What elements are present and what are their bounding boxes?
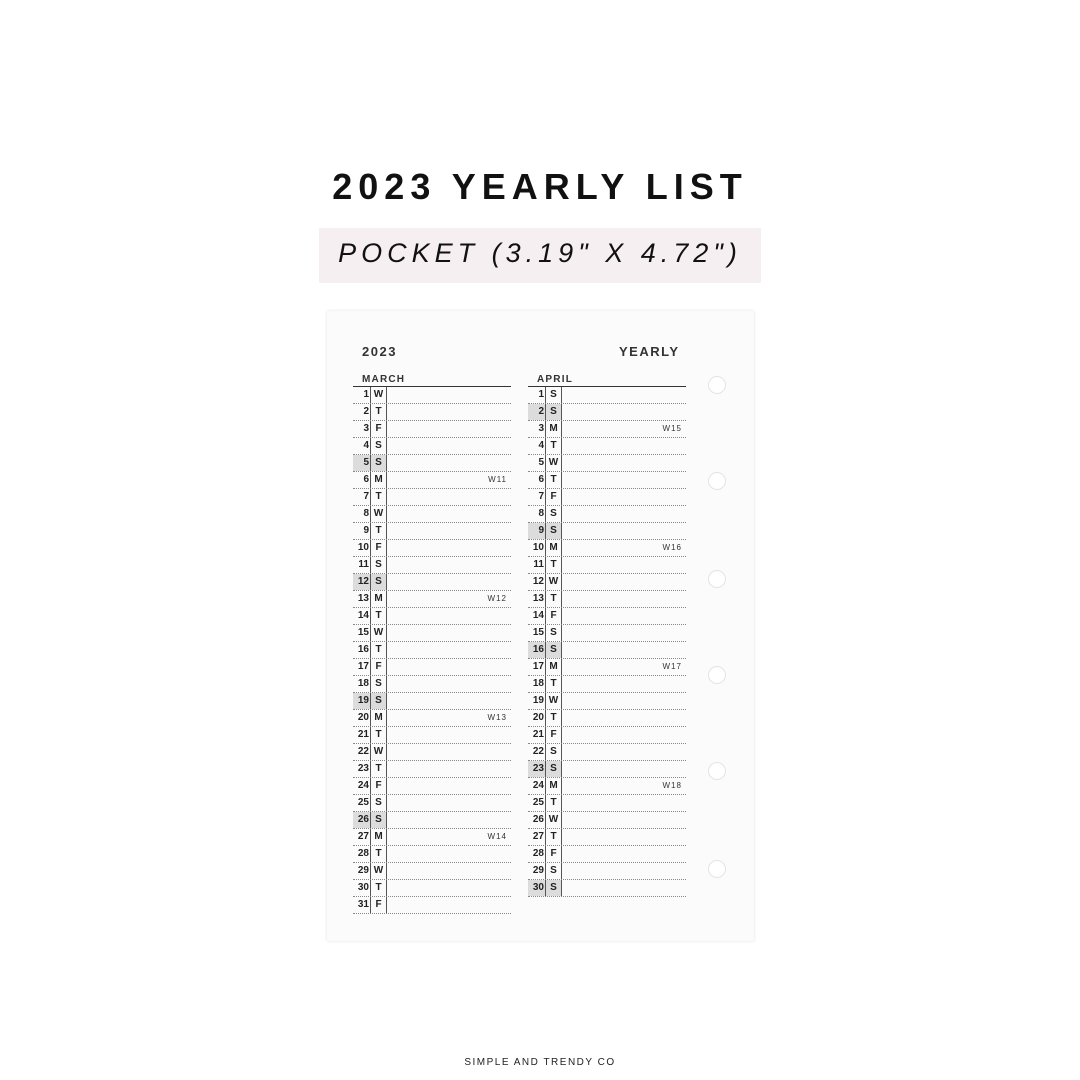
day-number: 24 xyxy=(357,780,369,791)
weekday-letter: W xyxy=(545,574,562,590)
day-number: 3 xyxy=(538,423,544,434)
day-number: 5 xyxy=(353,455,370,471)
page-label: YEARLY xyxy=(619,344,680,359)
day-number: 14 xyxy=(532,610,544,621)
day-number: 11 xyxy=(358,559,369,570)
weekday-letter: M xyxy=(545,659,562,675)
binder-hole xyxy=(708,376,726,394)
day-row xyxy=(353,863,511,880)
day-number: 12 xyxy=(353,574,370,590)
day-row xyxy=(528,506,686,523)
weekday-letter: F xyxy=(545,727,562,743)
day-row xyxy=(353,591,511,608)
weekday-letter: T xyxy=(370,880,387,896)
day-number: 28 xyxy=(357,848,369,859)
weekday-letter: S xyxy=(545,761,562,777)
weekday-letter: S xyxy=(545,880,562,896)
weekday-letter: W xyxy=(545,693,562,709)
weekday-letter: F xyxy=(370,540,387,556)
day-number: 29 xyxy=(357,865,369,876)
weekday-letter: S xyxy=(545,625,562,641)
day-number: 28 xyxy=(532,848,544,859)
day-row xyxy=(353,472,511,489)
day-number: 18 xyxy=(532,678,544,689)
day-row xyxy=(353,710,511,727)
day-row xyxy=(353,540,511,557)
day-number: 7 xyxy=(363,491,369,502)
day-number: 15 xyxy=(357,627,369,638)
weekday-letter: T xyxy=(370,404,387,420)
day-number: 2 xyxy=(363,406,369,417)
day-row xyxy=(353,659,511,676)
day-number: 20 xyxy=(532,712,544,723)
day-number: 27 xyxy=(532,831,544,842)
weekday-letter: M xyxy=(370,472,387,488)
day-row xyxy=(528,846,686,863)
weekday-letter: W xyxy=(370,625,387,641)
day-row xyxy=(353,574,511,591)
day-row xyxy=(528,438,686,455)
month-name: APRIL xyxy=(528,373,686,387)
day-number: 13 xyxy=(532,593,544,604)
weekday-letter: W xyxy=(545,455,562,471)
day-row xyxy=(353,421,511,438)
day-row xyxy=(353,523,511,540)
weekday-letter: W xyxy=(370,744,387,760)
day-number: 25 xyxy=(357,797,369,808)
day-row xyxy=(353,897,511,914)
day-row xyxy=(528,455,686,472)
day-row xyxy=(353,625,511,642)
week-number: W15 xyxy=(662,424,682,433)
weekday-letter: T xyxy=(545,710,562,726)
day-row xyxy=(353,387,511,404)
weekday-letter: T xyxy=(545,438,562,454)
day-row xyxy=(353,506,511,523)
binder-hole xyxy=(708,860,726,878)
day-number: 1 xyxy=(538,389,544,400)
day-row xyxy=(353,608,511,625)
size-subtitle: POCKET (3.19" X 4.72") xyxy=(338,238,742,268)
weekday-letter: T xyxy=(545,829,562,845)
day-number: 11 xyxy=(533,559,544,570)
day-row xyxy=(353,795,511,812)
weekday-letter: F xyxy=(370,421,387,437)
weekday-letter: S xyxy=(370,795,387,811)
day-row xyxy=(528,880,686,897)
weekday-letter: W xyxy=(370,387,387,403)
planner-page xyxy=(327,311,754,941)
binder-hole xyxy=(708,762,726,780)
weekday-letter: S xyxy=(370,455,387,471)
day-row xyxy=(353,778,511,795)
day-row xyxy=(353,744,511,761)
day-row xyxy=(353,761,511,778)
weekday-letter: S xyxy=(370,693,387,709)
day-number: 14 xyxy=(357,610,369,621)
day-number: 4 xyxy=(363,440,369,451)
day-row xyxy=(528,693,686,710)
day-number: 2 xyxy=(528,404,545,420)
weekday-letter: M xyxy=(545,778,562,794)
weekday-letter: F xyxy=(545,489,562,505)
weekday-letter: W xyxy=(370,863,387,879)
brand-footer: SIMPLE AND TRENDY CO xyxy=(464,1057,616,1068)
day-row xyxy=(528,812,686,829)
weekday-letter: S xyxy=(370,812,387,828)
day-row xyxy=(353,557,511,574)
weekday-letter: S xyxy=(370,438,387,454)
day-row xyxy=(353,846,511,863)
week-number: W11 xyxy=(488,475,507,484)
day-row xyxy=(528,710,686,727)
day-number: 23 xyxy=(357,763,369,774)
day-row xyxy=(528,642,686,659)
day-number: 8 xyxy=(363,508,369,519)
day-number: 10 xyxy=(357,542,369,553)
day-number: 13 xyxy=(357,593,369,604)
day-row xyxy=(528,591,686,608)
weekday-letter: S xyxy=(545,744,562,760)
day-row xyxy=(528,761,686,778)
weekday-letter: T xyxy=(370,727,387,743)
weekday-letter: S xyxy=(545,523,562,539)
weekday-letter: W xyxy=(545,812,562,828)
day-number: 25 xyxy=(532,797,544,808)
day-number: 15 xyxy=(532,627,544,638)
day-number: 9 xyxy=(528,523,545,539)
weekday-letter: M xyxy=(370,829,387,845)
weekday-letter: S xyxy=(545,387,562,403)
weekday-letter: W xyxy=(370,506,387,522)
day-number: 17 xyxy=(357,661,369,672)
day-number: 22 xyxy=(532,746,544,757)
day-number: 30 xyxy=(528,880,545,896)
weekday-letter: T xyxy=(370,608,387,624)
weekday-letter: F xyxy=(370,778,387,794)
product-title: 2023 YEARLY LIST xyxy=(332,166,748,207)
weekday-letter: S xyxy=(370,676,387,692)
weekday-letter: T xyxy=(545,795,562,811)
day-number: 4 xyxy=(538,440,544,451)
week-number: W18 xyxy=(662,781,682,790)
day-number: 16 xyxy=(528,642,545,658)
weekday-letter: T xyxy=(370,761,387,777)
day-number: 21 xyxy=(357,729,369,740)
day-number: 1 xyxy=(363,389,369,400)
day-number: 9 xyxy=(363,525,369,536)
week-number: W12 xyxy=(487,594,507,603)
day-row xyxy=(528,727,686,744)
weekday-letter: F xyxy=(545,608,562,624)
day-row xyxy=(528,557,686,574)
day-number: 21 xyxy=(532,729,544,740)
day-number: 31 xyxy=(357,899,369,910)
week-number: W14 xyxy=(487,832,507,841)
day-number: 30 xyxy=(357,882,369,893)
day-row xyxy=(528,795,686,812)
day-number: 3 xyxy=(363,423,369,434)
day-row xyxy=(353,642,511,659)
day-row xyxy=(528,574,686,591)
month-april xyxy=(528,373,686,897)
day-number: 16 xyxy=(357,644,369,655)
weekday-letter: S xyxy=(545,642,562,658)
weekday-letter: T xyxy=(370,523,387,539)
day-row xyxy=(528,472,686,489)
weekday-letter: T xyxy=(545,557,562,573)
day-number: 19 xyxy=(353,693,370,709)
day-number: 10 xyxy=(532,542,544,553)
day-row xyxy=(353,727,511,744)
day-number: 23 xyxy=(528,761,545,777)
weekday-letter: F xyxy=(545,846,562,862)
week-number: W13 xyxy=(487,713,507,722)
weekday-letter: T xyxy=(545,676,562,692)
day-row xyxy=(528,523,686,540)
day-row xyxy=(353,693,511,710)
day-number: 6 xyxy=(363,474,369,485)
day-number: 7 xyxy=(538,491,544,502)
day-number: 12 xyxy=(532,576,544,587)
day-number: 24 xyxy=(532,780,544,791)
day-number: 20 xyxy=(357,712,369,723)
day-number: 19 xyxy=(532,695,544,706)
week-number: W16 xyxy=(662,543,682,552)
day-number: 17 xyxy=(532,661,544,672)
day-row xyxy=(353,404,511,421)
week-number: W17 xyxy=(662,662,682,671)
day-row xyxy=(528,608,686,625)
weekday-letter: S xyxy=(370,557,387,573)
day-row xyxy=(528,744,686,761)
day-number: 26 xyxy=(353,812,370,828)
day-row xyxy=(528,863,686,880)
weekday-letter: M xyxy=(370,591,387,607)
weekday-letter: M xyxy=(370,710,387,726)
page-year: 2023 xyxy=(362,344,397,359)
binder-hole xyxy=(708,472,726,490)
day-number: 27 xyxy=(357,831,369,842)
day-row xyxy=(528,659,686,676)
day-number: 29 xyxy=(532,865,544,876)
day-row xyxy=(353,812,511,829)
weekday-letter: S xyxy=(545,506,562,522)
weekday-letter: T xyxy=(370,846,387,862)
weekday-letter: T xyxy=(545,591,562,607)
weekday-letter: S xyxy=(370,574,387,590)
day-row xyxy=(528,404,686,421)
day-number: 8 xyxy=(538,508,544,519)
day-row xyxy=(353,438,511,455)
day-row xyxy=(528,676,686,693)
weekday-letter: T xyxy=(545,472,562,488)
day-row xyxy=(528,625,686,642)
day-row xyxy=(528,829,686,846)
day-row xyxy=(528,778,686,795)
day-number: 22 xyxy=(357,746,369,757)
weekday-letter: S xyxy=(545,863,562,879)
day-row xyxy=(353,880,511,897)
binder-hole xyxy=(708,666,726,684)
month-march xyxy=(353,373,511,914)
day-row xyxy=(528,489,686,506)
day-row xyxy=(353,489,511,506)
day-number: 26 xyxy=(532,814,544,825)
weekday-letter: F xyxy=(370,897,387,913)
day-number: 6 xyxy=(538,474,544,485)
weekday-letter: M xyxy=(545,421,562,437)
day-number: 18 xyxy=(357,678,369,689)
day-row xyxy=(528,387,686,404)
weekday-letter: S xyxy=(545,404,562,420)
weekday-letter: F xyxy=(370,659,387,675)
month-name: MARCH xyxy=(353,373,511,387)
day-row xyxy=(353,676,511,693)
weekday-letter: T xyxy=(370,642,387,658)
day-row xyxy=(353,455,511,472)
day-row xyxy=(353,829,511,846)
day-row xyxy=(528,540,686,557)
weekday-letter: M xyxy=(545,540,562,556)
binder-hole xyxy=(708,570,726,588)
weekday-letter: T xyxy=(370,489,387,505)
day-number: 5 xyxy=(538,457,544,468)
day-row xyxy=(528,421,686,438)
